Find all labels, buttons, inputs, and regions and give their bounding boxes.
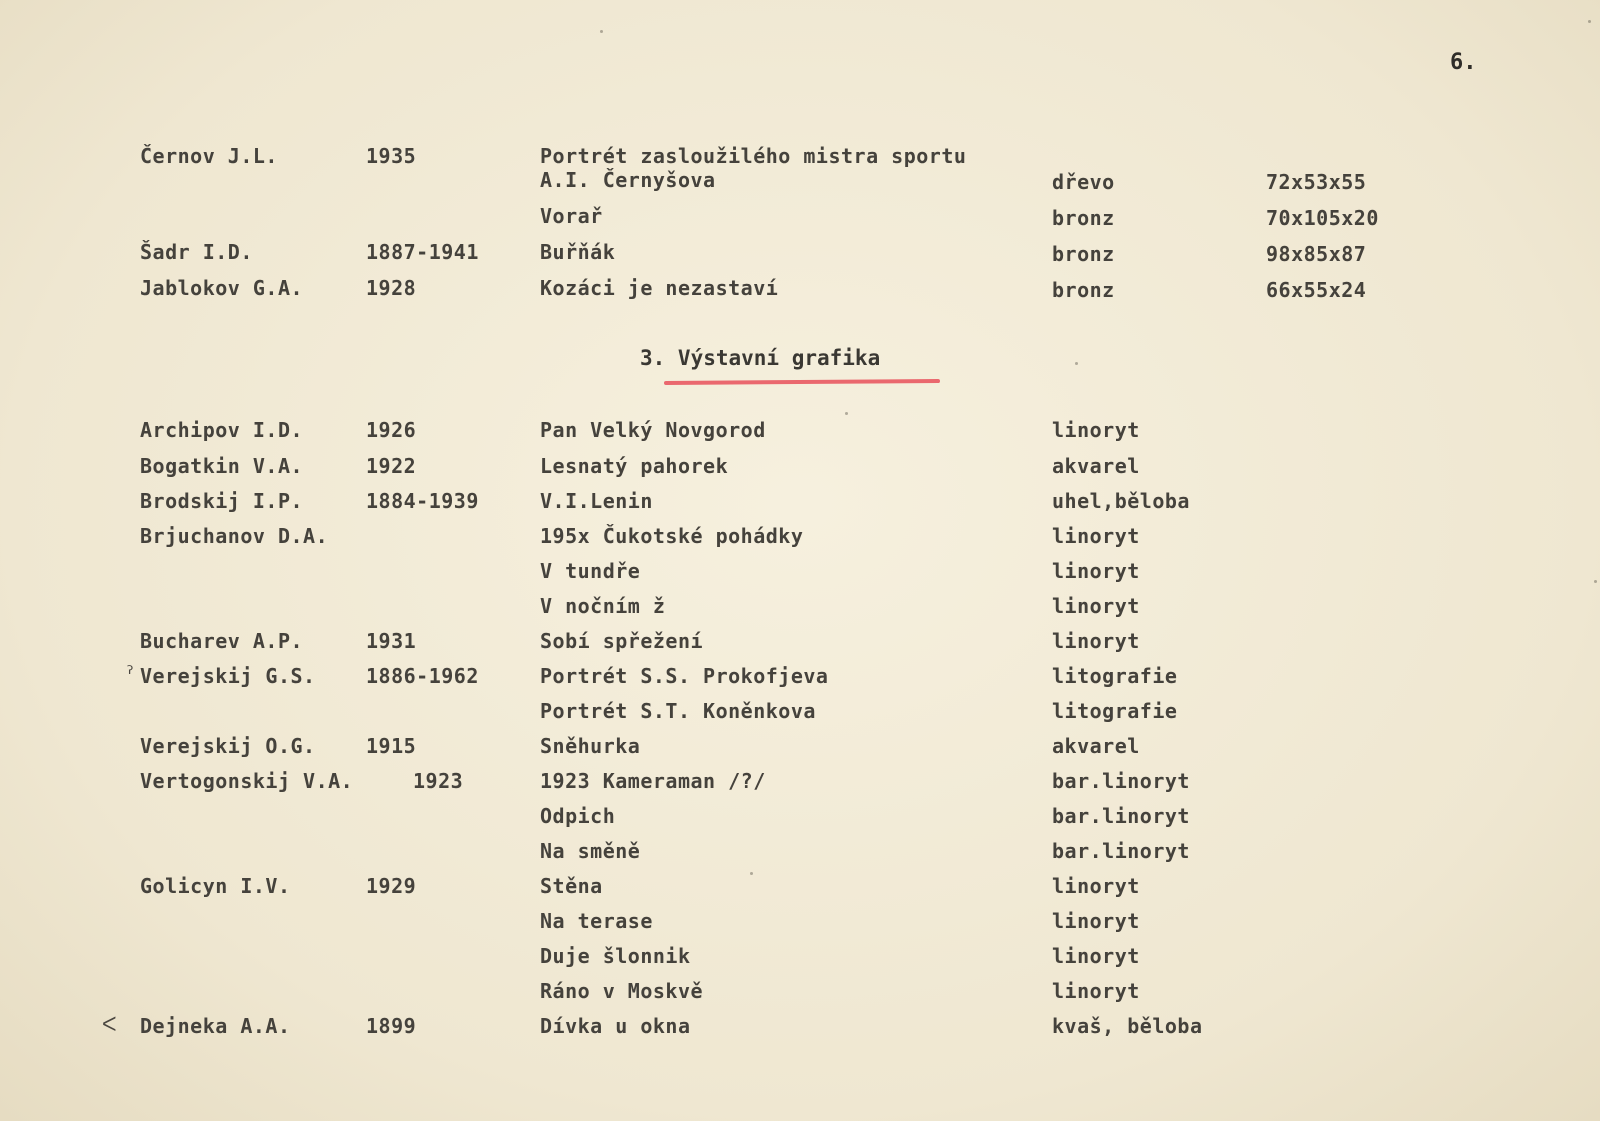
artist-name: Brjuchanov D.A. xyxy=(140,524,329,548)
work-title: Na směně xyxy=(540,839,641,863)
work-material: akvarel xyxy=(1052,734,1140,758)
work-material: linoryt xyxy=(1052,629,1140,653)
artist-name: Brodskij I.P. xyxy=(140,489,304,513)
artist-name: Verejskij G.S. xyxy=(140,664,316,688)
work-material: linoryt xyxy=(1052,594,1140,618)
paper-speck xyxy=(1075,362,1078,365)
work-size: 72x53x55 xyxy=(1266,170,1367,194)
artist-year: 1886-1962 xyxy=(366,664,479,688)
work-title: 195x Čukotské pohádky xyxy=(540,524,804,548)
work-title: Na terase xyxy=(540,909,653,933)
artist-year: 1922 xyxy=(366,454,417,478)
paper-speck xyxy=(600,30,603,33)
artist-name: Golicyn I.V. xyxy=(140,874,291,898)
work-material: linoryt xyxy=(1052,944,1140,968)
work-title: A.I. Černyšova xyxy=(540,168,716,192)
section-heading: 3. Výstavní grafika xyxy=(640,346,881,370)
margin-tick-mark: ᐸ xyxy=(102,1012,117,1036)
artist-year: 1926 xyxy=(366,418,417,442)
artist-name: Bogatkin V.A. xyxy=(140,454,304,478)
work-title: V tundře xyxy=(540,559,641,583)
work-material: linoryt xyxy=(1052,909,1140,933)
artist-name: Dejneka A.A. xyxy=(140,1014,291,1038)
work-title: V.I.Lenin xyxy=(540,489,653,513)
work-material: bronz xyxy=(1052,206,1115,230)
work-title: Lesnatý pahorek xyxy=(540,454,729,478)
work-title: Kozáci je nezastaví xyxy=(540,276,779,300)
work-title: Buřňák xyxy=(540,240,616,264)
artist-name: Šadr I.D. xyxy=(140,240,253,264)
artist-name: Jablokov G.A. xyxy=(140,276,304,300)
work-size: 66x55x24 xyxy=(1266,278,1367,302)
work-title: Pan Velký Novgorod xyxy=(540,418,766,442)
work-title: Portrét zasloužilého mistra sportu xyxy=(540,144,967,168)
page-number: 6. xyxy=(1450,50,1477,75)
work-title: Stěna xyxy=(540,874,603,898)
artist-name: Vertogonskij V.A. xyxy=(140,769,354,793)
artist-name: Archipov I.D. xyxy=(140,418,304,442)
work-material: dřevo xyxy=(1052,170,1115,194)
work-material: bronz xyxy=(1052,242,1115,266)
artist-year: 1935 xyxy=(366,144,417,168)
work-title: Ráno v Moskvě xyxy=(540,979,704,1003)
work-title: Portrét S.T. Koněnkova xyxy=(540,699,816,723)
work-material: uhel,běloba xyxy=(1052,489,1190,513)
red-underline xyxy=(664,379,940,385)
artist-name: Černov J.L. xyxy=(140,144,278,168)
work-title: 1923 Kameraman /?/ xyxy=(540,769,766,793)
work-title: Sněhurka xyxy=(540,734,641,758)
artist-year: 1929 xyxy=(366,874,417,898)
work-material: litografie xyxy=(1052,664,1178,688)
work-title: Odpich xyxy=(540,804,616,828)
artist-name: Bucharev A.P. xyxy=(140,629,304,653)
paper-speck xyxy=(1594,580,1597,583)
work-material: bar.linoryt xyxy=(1052,839,1190,863)
artist-year: 1915 xyxy=(366,734,417,758)
work-title: Sobí spřežení xyxy=(540,629,704,653)
margin-tick-mark: ˀ xyxy=(124,664,137,688)
artist-year: 1884-1939 xyxy=(366,489,479,513)
work-title: V nočním ž xyxy=(540,594,666,618)
artist-year: 1899 xyxy=(366,1014,417,1038)
artist-year: 1923 xyxy=(413,769,464,793)
paper-speck xyxy=(845,412,848,415)
work-material: litografie xyxy=(1052,699,1178,723)
artist-year: 1887-1941 xyxy=(366,240,479,264)
work-material: linoryt xyxy=(1052,979,1140,1003)
artist-name: Verejskij O.G. xyxy=(140,734,316,758)
work-material: bronz xyxy=(1052,278,1115,302)
work-material: bar.linoryt xyxy=(1052,804,1190,828)
work-material: linoryt xyxy=(1052,418,1140,442)
work-size: 70x105x20 xyxy=(1266,206,1379,230)
paper-speck xyxy=(1588,20,1591,23)
work-title: Duje šlonnik xyxy=(540,944,691,968)
work-material: akvarel xyxy=(1052,454,1140,478)
artist-year: 1931 xyxy=(366,629,417,653)
work-material: kvaš, běloba xyxy=(1052,1014,1203,1038)
work-title: Portrét S.S. Prokofjeva xyxy=(540,664,829,688)
artist-year: 1928 xyxy=(366,276,417,300)
work-material: linoryt xyxy=(1052,874,1140,898)
work-title: Dívka u okna xyxy=(540,1014,691,1038)
paper-speck xyxy=(750,872,753,875)
work-material: linoryt xyxy=(1052,559,1140,583)
work-material: bar.linoryt xyxy=(1052,769,1190,793)
work-material: linoryt xyxy=(1052,524,1140,548)
work-size: 98x85x87 xyxy=(1266,242,1367,266)
work-title: Vorař xyxy=(540,204,603,228)
